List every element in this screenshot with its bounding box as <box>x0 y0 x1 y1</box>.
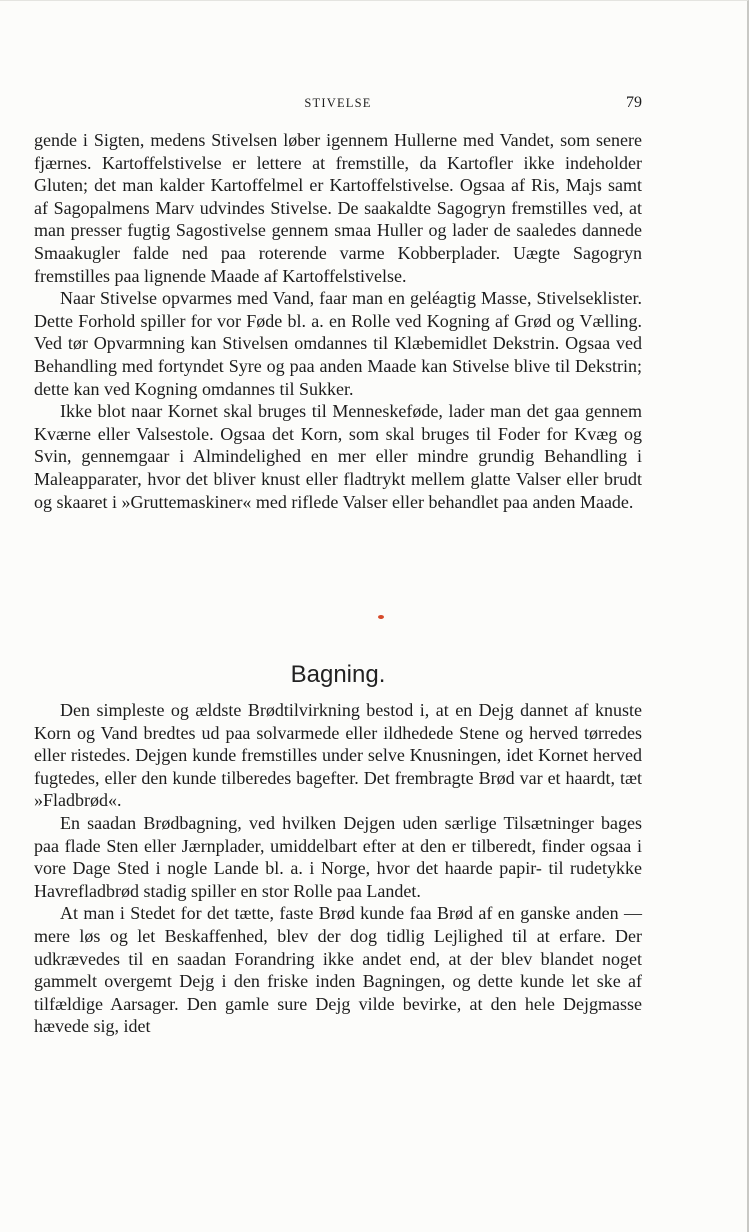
section-heading: Bagning. <box>290 661 386 688</box>
paragraph: Naar Stivelse opvarmes med Vand, faar man en geléagtig Masse, Stivelseklister. Dette Forhold spiller for vor Føde bl. a. en Rolle ved Kogning af Grød og Vælling. Ved tør Opvarmning kan Stivelsen omdannes til Klæbemidlet Dekstrin. Ogsaa ved Behandling med fortyndet Syre og paa anden Maade kan Stivelse blive til Dekstrin; dette kan ved Kogning omdannes til Sukker. <box>34 288 642 399</box>
paragraph: En saadan Brødbagning, ved hvilken Dejgen uden særlige Tilsætninger bages paa flade Sten eller Jærnplader, umiddelbart efter at den er tilberedt, finder ogsaa i vore Dage Sted i nogle Lande bl. a. i Norge, hvor det haarde papir- til rudetykke Havrefladbrød stadig spiller en stor Rolle paa Landet. <box>34 812 642 901</box>
text-block-stivelse <box>34 129 642 513</box>
running-title: STIVELSE <box>304 96 372 110</box>
ornament-mark <box>378 615 384 619</box>
page-header <box>34 96 642 116</box>
text-block-bagning <box>34 699 642 1038</box>
paragraph: gende i Sigten, medens Stivelsen løber igennem Hullerne med Vandet, som senere fjærnes. Kartoffelstivelse er lettere at fremstille, da Kartofler ikke indeholder Gluten; det man kalder Kartoffelmel er Kartoffelstivelse. Ogsaa af Ris, Majs samt af Sagopalmens Marv udvindes Stivelse. De saakaldte Sagogryn fremstilles ved, at man presser fugtig Sagostivelse gennem smaa Huller og lader de saaledes dannede Smaakugler falde ned paa roterende varme Kobberplader. Uægte Sagogryn fremstilles paa lignende Maade af Kartoffelstivelse. <box>34 130 642 286</box>
paragraph: Ikke blot naar Kornet skal bruges til Menneskeføde, lader man det gaa gennem Kværne eller Valsestole. Ogsaa det Korn, som skal bruges til Foder for Kvæg og Svin, gennemgaar i Almindelighed en mer eller mindre grundig Behandling i Maleapparater, hvor det bliver knust eller fladtrykt mellem glatte Valser eller brudt og skaaret i »Gruttemaskiner« med riflede Valser eller behandlet paa anden Maade. <box>34 401 642 512</box>
page-number: 79 <box>626 94 642 111</box>
paragraph: At man i Stedet for det tætte, faste Brød kunde faa Brød af en ganske anden — mere løs og let Beskaffenhed, blev der dog tidlig Lejlighed til at erfare. Der udkrævedes til en saadan Forandring ikke andet end, at der blev blandet noget gammelt overgemt Dejg i den friske inden Bagningen, og dette kunde let ske af tilfældige Aarsager. Den gamle sure Dejg vilde bevirke, at den hele Dejgmasse hævede sig, idet <box>34 903 642 1037</box>
paragraph: Den simpleste og ældste Brødtilvirkning bestod i, at en Dejg dannet af knuste Korn og Vand bredtes ud paa solvarmede eller ildhedede Stene og herved tørredes eller ristedes. Dejgen kunde fremstilles under selve Knusningen, idet Kornet herved fugtedes, eller den kunde tilberedes bagefter. Det frembragte Brød var et haardt, tæt »Fladbrød«. <box>34 700 642 811</box>
